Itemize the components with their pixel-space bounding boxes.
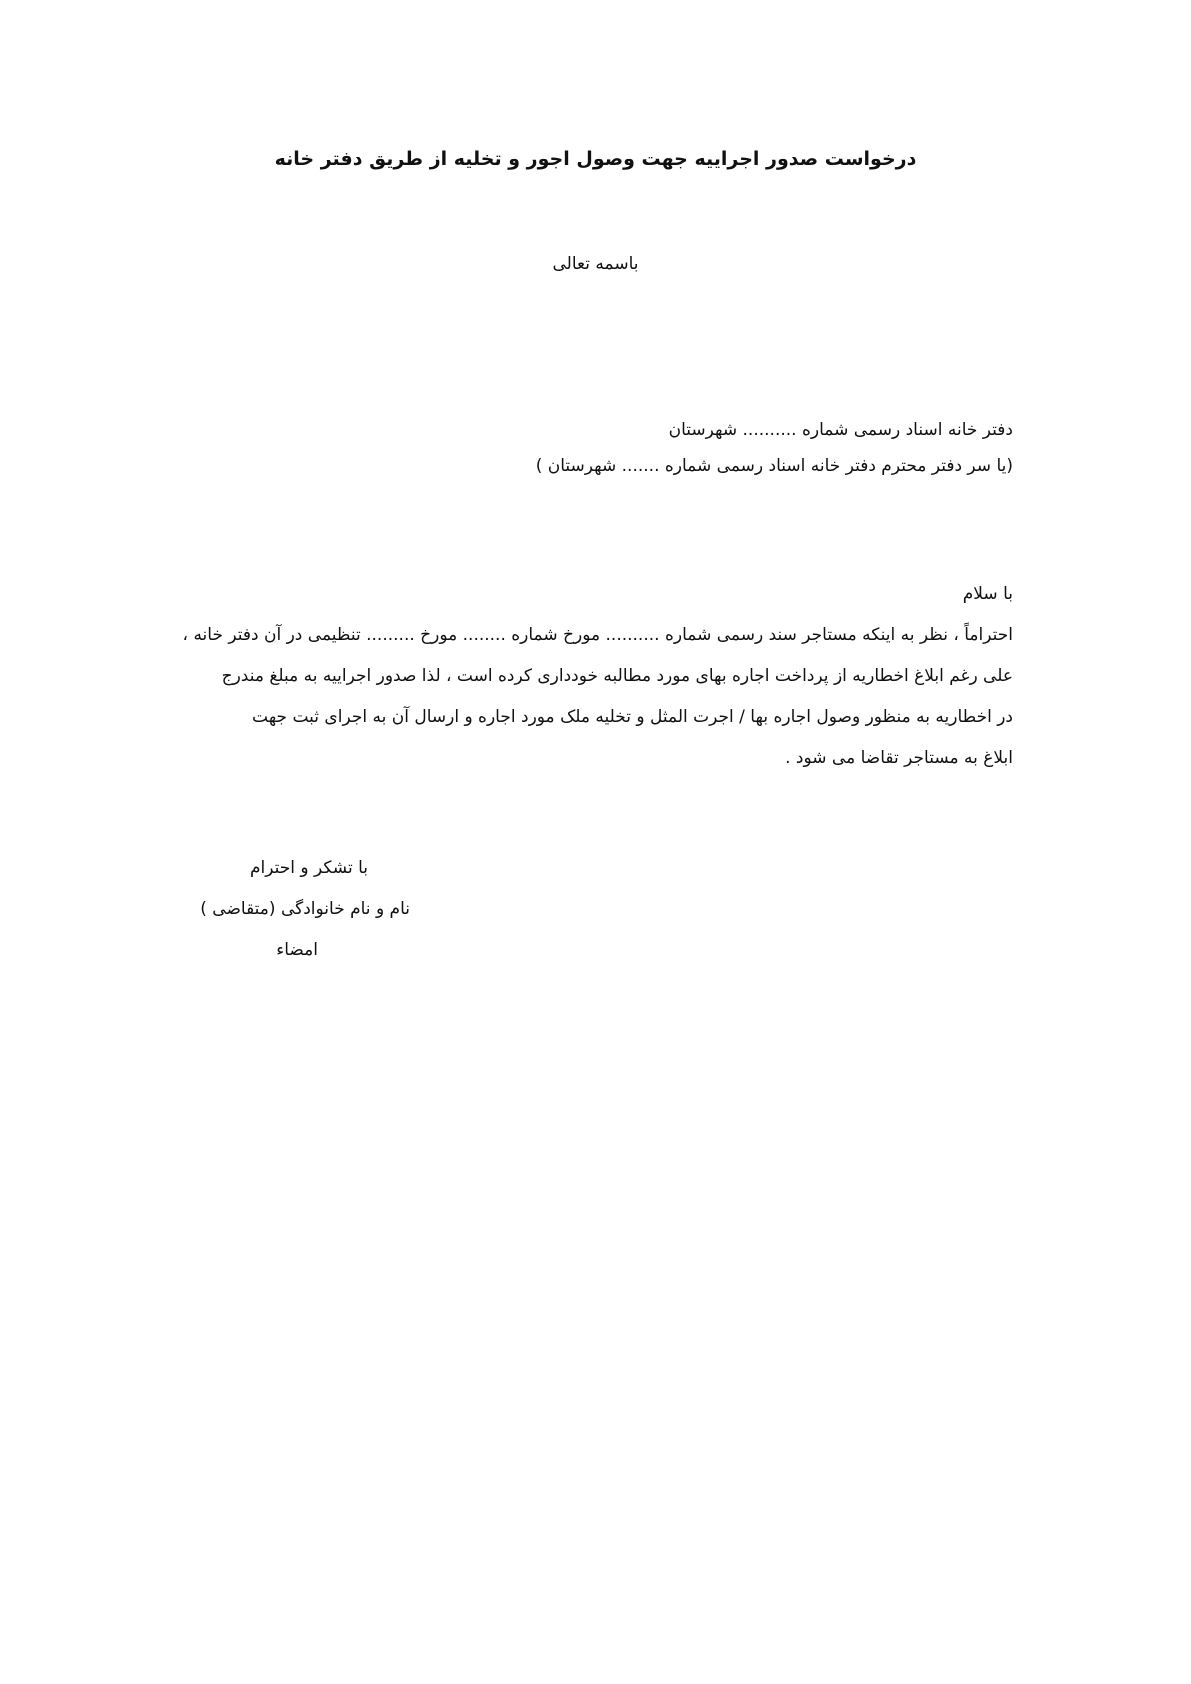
body-line-4: ابلاغ به مستاجر تقاضا می شود . bbox=[785, 748, 1013, 768]
applicant-name-label: نام و نام خانوادگی (متقاضی ) bbox=[200, 899, 410, 919]
signature-label: امضاء bbox=[276, 940, 318, 960]
closing-block bbox=[170, 848, 410, 971]
body-line-2: علی رغم ابلاغ اخطاریه از پرداخت اجاره بهای مورد مطالبه خودداری کرده است ، لذا صدور اجراییه به مبلغ مندرج bbox=[221, 666, 1013, 686]
greeting: با سلام bbox=[962, 584, 1013, 604]
basmala-heading: باسمه تعالی bbox=[552, 254, 639, 274]
addressee-block bbox=[113, 412, 1013, 484]
addressee-line-1: دفتر خانه اسناد رسمی شماره .......... شهرستان bbox=[668, 420, 1013, 440]
letter-body bbox=[183, 574, 1013, 779]
body-line-1: احتراماً ، نظر به اینکه مستاجر سند رسمی شماره .......... مورخ شماره ........ مورخ ......... تنظیمی در آن دفتر خانه ، bbox=[182, 625, 1013, 645]
closing-thanks: با تشکر و احترام bbox=[250, 858, 368, 878]
addressee-line-2: (یا سر دفتر محترم دفتر خانه اسناد رسمی شماره ....... شهرستان ) bbox=[535, 456, 1013, 476]
document-title: درخواست صدور اجراییه جهت وصول اجور و تخلیه از طریق دفتر خانه bbox=[274, 148, 917, 170]
body-line-3: در اخطاریه به منظور وصول اجاره بها / اجرت المثل و تخلیه ملک مورد اجاره و ارسال آن به اجرای ثبت جهت bbox=[252, 707, 1013, 727]
